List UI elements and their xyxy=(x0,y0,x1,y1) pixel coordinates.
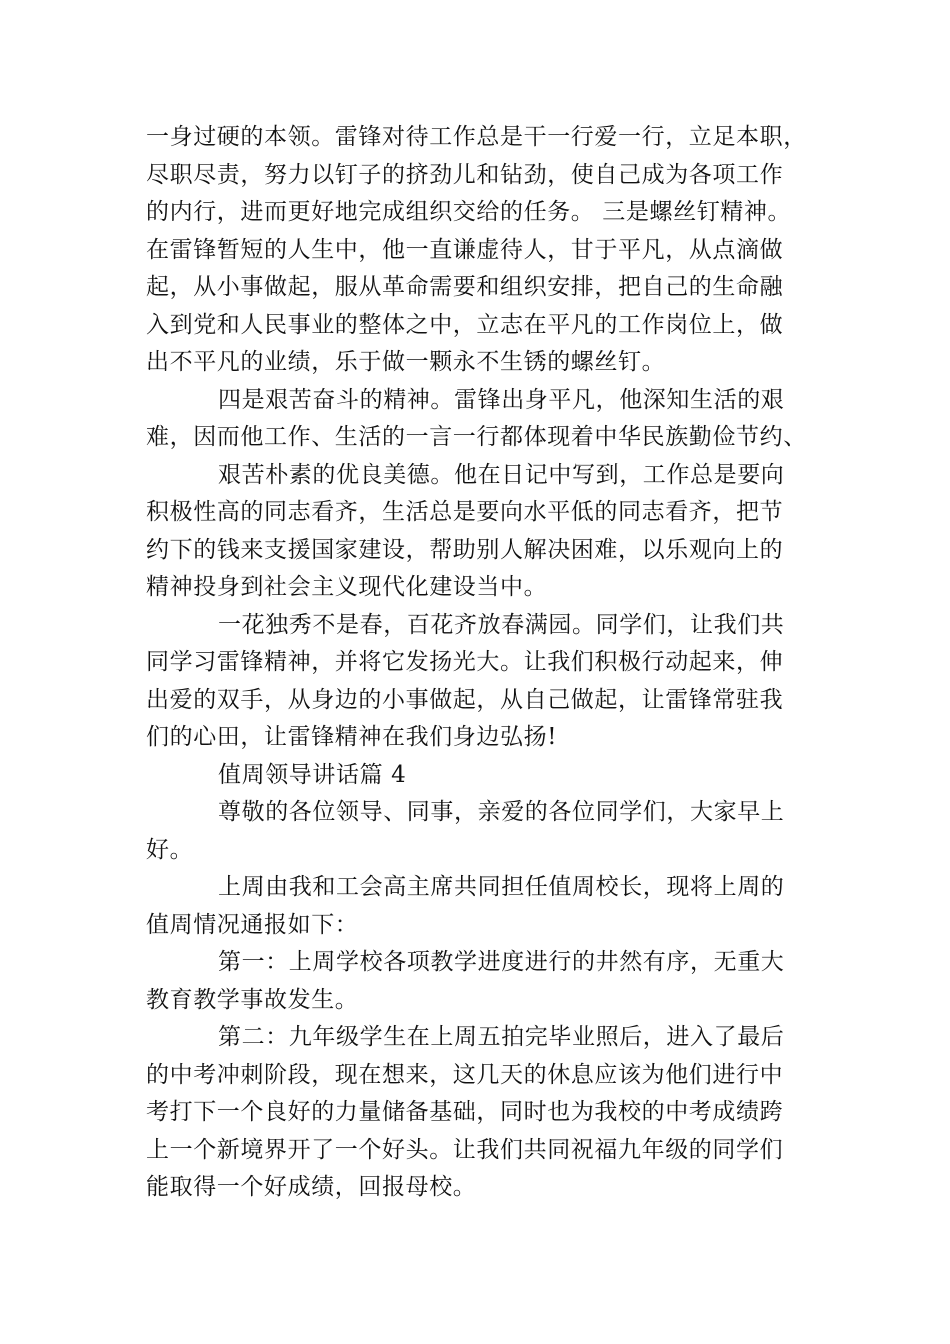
text-line: 上一个新境界开了一个好头。让我们共同祝福九年级的同学们 xyxy=(146,1136,784,1163)
text-line: 一花独秀不是春，百花齐放春满园。同学们，让我们共 xyxy=(218,611,785,638)
text-line: 出不平凡的业绩，乐于做一颗永不生锈的螺丝钉。 xyxy=(146,349,666,375)
text-line: 尊敬的各位领导、同事，亲爱的各位同学们，大家早上 xyxy=(218,799,785,825)
text-line: 在雷锋暂短的人生中，他一直谦虚待人，甘于平凡，从点滴做 xyxy=(146,236,784,263)
text-line: 值周领导讲话篇 4 xyxy=(218,761,407,788)
text-line: 第二：九年级学生在上周五拍完毕业照后，进入了最后 xyxy=(218,1024,785,1050)
text-line: 能取得一个好成绩，回报母校。 xyxy=(146,1174,477,1200)
text-line: 尽职尽责，努力以钉子的挤劲儿和钻劲，使自己成为各项工作 xyxy=(146,161,784,188)
text-line: 一身过硬的本领。雷锋对待工作总是干一行爱一行，立足本职， xyxy=(146,124,807,150)
text-line: 难，因而他工作、生活的一言一行都体现着中华民族勤俭节约、 xyxy=(146,424,807,450)
text-line: 同学习雷锋精神，并将它发扬光大。让我们积极行动起来，伸 xyxy=(146,649,784,675)
text-line: 好。 xyxy=(146,836,194,863)
text-line: 值周情况通报如下： xyxy=(146,911,359,938)
text-line: 出爱的双手，从身边的小事做起，从自己做起，让雷锋常驻我 xyxy=(146,686,784,713)
text-line: 入到党和人民事业的整体之中，立志在平凡的工作岗位上，做 xyxy=(146,311,784,338)
text-line: 积极性高的同志看齐，生活总是要向水平低的同志看齐，把节 xyxy=(146,499,784,525)
text-line: 四是艰苦奋斗的精神。雷锋出身平凡，他深知生活的艰 xyxy=(218,386,785,413)
text-line: 上周由我和工会高主席共同担任值周校长，现将上周的 xyxy=(218,874,785,900)
text-line: 考打下一个良好的力量储备基础，同时也为我校的中考成绩跨 xyxy=(146,1099,784,1125)
text-line: 起，从小事做起，服从革命需要和组织安排，把自己的生命融 xyxy=(146,274,784,300)
text-line: 们的心田，让雷锋精神在我们身边弘扬! xyxy=(146,724,558,750)
text-line: 的中考冲刺阶段，现在想来，这几天的休息应该为他们进行中 xyxy=(146,1061,784,1088)
text-line: 的内行，进而更好地完成组织交给的任务。 三是螺丝钉精神。 xyxy=(146,199,792,225)
document-body-text xyxy=(146,119,806,1207)
text-line: 约下的钱来支援国家建设，帮助别人解决困难，以乐观向上的 xyxy=(146,536,784,563)
text-line: 精神投身到社会主义现代化建设当中。 xyxy=(146,574,548,600)
text-line: 教育教学事故发生。 xyxy=(146,986,359,1013)
text-line: 第一：上周学校各项教学进度进行的井然有序，无重大 xyxy=(218,949,785,975)
text-line: 艰苦朴素的优良美德。他在日记中写到，工作总是要向 xyxy=(218,461,785,488)
